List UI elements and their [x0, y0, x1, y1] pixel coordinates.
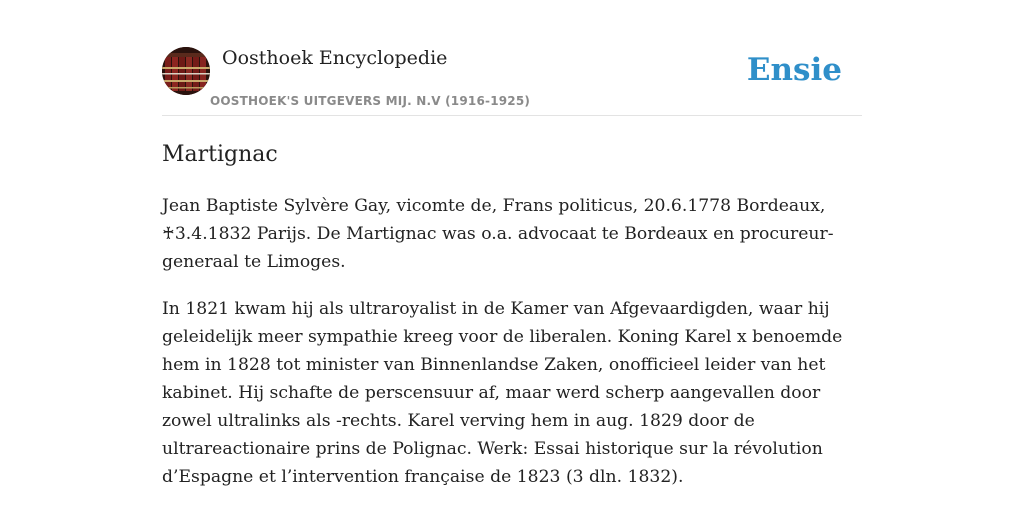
- publication-name[interactable]: Oosthoek Encyclopedie: [222, 47, 448, 69]
- article-paragraph-1: Jean Baptiste Sylvère Gay, vicomte de, Frans politicus, 20.6.1778 Bordeaux, ♰3.4.1832 Parijs. De Martignac was o.a. advocaat te Bordeaux en procureur-generaal te Limoges.: [162, 196, 834, 272]
- article-title: Martignac: [162, 142, 278, 167]
- ensie-logo[interactable]: Ensie: [746, 52, 842, 88]
- article-paragraph-2: In 1821 kwam hij als ultraroyalist in de Kamer van Afgevaardigden, waar hij geleidelijk meer sympathie kreeg voor de liberalen. Koning Karel x benoemde hem in 1828 tot minister van Binnenlandse Zaken, onofficieel leider van het kabinet. Hij schafte de perscensuur af, maar werd scherp aangevallen door zowel ultralinks als -rechts. Karel verving hem in aug. 1829 door de ultrareactionaire prins de Polignac. Werk: Essai historique sur la révolution d’Espagne et l’intervention française de 1823 (3 dln. 1832).: [162, 299, 843, 487]
- encyclopedia-books-icon[interactable]: [162, 47, 210, 95]
- header-divider: [162, 115, 862, 116]
- publication-subtitle: OOSTHOEK'S UITGEVERS MIJ. N.V (1916-1925): [210, 94, 531, 108]
- article-card: [162, 0, 862, 512]
